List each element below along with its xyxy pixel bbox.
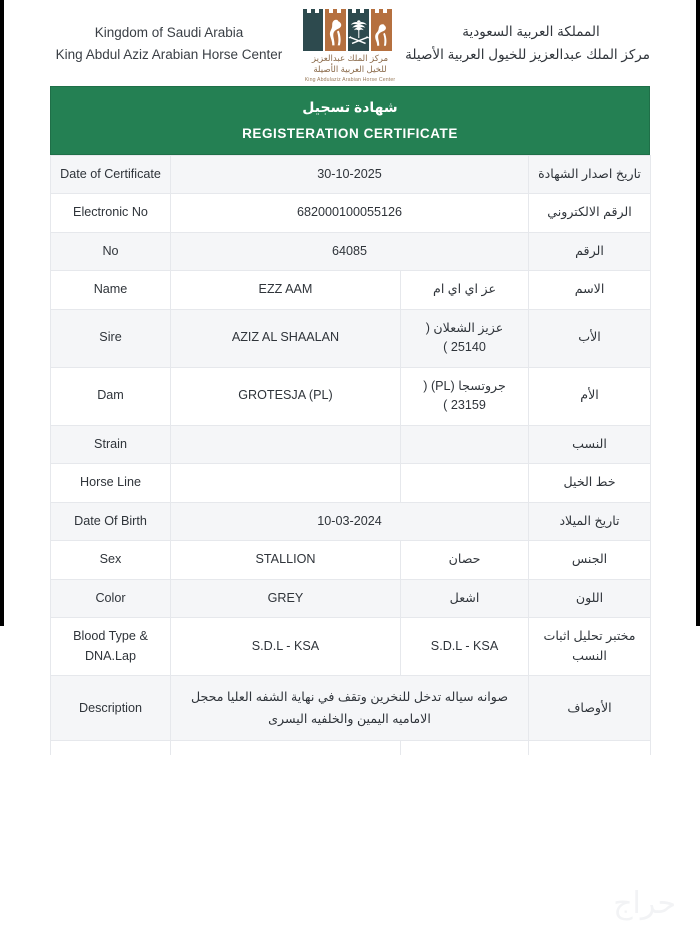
row-value-en: STALLION	[171, 541, 401, 580]
organization-logo	[298, 6, 402, 83]
table-row	[51, 579, 651, 618]
row-value-ar: عز اي اي ام	[401, 271, 529, 310]
row-label-ar: خط الخيل	[529, 464, 651, 503]
row-label-en: Color	[51, 579, 171, 618]
row-value-ar: عزيز الشعلان ( 25140 )	[401, 309, 529, 367]
header-arabic-line-2: مركز الملك عبدالعزيز للخيول العربية الأصيلة	[405, 47, 650, 62]
row-label-ar: مختبر تحليل اثبات النسب	[529, 618, 651, 676]
row-label-ar: الرقم	[529, 232, 651, 271]
row-value-ar	[401, 741, 529, 755]
table-row	[51, 676, 651, 741]
header-arabic-line-1: المملكة العربية السعودية	[462, 24, 600, 40]
row-label-ar: اللون	[529, 579, 651, 618]
row-label-en: Blood Type & DNA.Lap	[51, 618, 171, 676]
row-value-ar	[401, 464, 529, 503]
row-value-en: GREY	[171, 579, 401, 618]
table-row	[51, 464, 651, 503]
table-row	[51, 232, 651, 271]
row-label-en: Date of Certificate	[51, 155, 171, 194]
row-value-ar: حصان	[401, 541, 529, 580]
letterbox-bar-left	[0, 0, 4, 626]
certificate-title-english: REGISTERATION CERTIFICATE	[242, 125, 458, 141]
header-english-line-1: Kingdom of Saudi Arabia	[94, 25, 244, 41]
table-row	[51, 271, 651, 310]
row-label-ar: الأم	[529, 367, 651, 425]
row-label-en: Horse Line	[51, 464, 171, 503]
row-value-en: S.D.L - KSA	[171, 618, 401, 676]
letterbox-bar-right	[696, 0, 700, 626]
row-label-en: Name	[51, 271, 171, 310]
site-watermark: حراج	[613, 886, 676, 921]
row-value-en: EZZ AAM	[171, 271, 401, 310]
table-row	[51, 502, 651, 541]
row-value-en: AZIZ AL SHAALAN	[171, 309, 401, 367]
row-value-ar: جروتسجا (PL) ( 23159 )	[401, 367, 529, 425]
row-label-ar: تاريخ اصدار الشهادة	[529, 155, 651, 194]
logo-english-line: King Abdulaziz Arabian Horse Center	[304, 76, 396, 83]
table-row	[51, 367, 651, 425]
row-value-ar	[401, 425, 529, 464]
row-label-ar: النسب	[529, 425, 651, 464]
row-value-en	[171, 464, 401, 503]
table-row	[51, 618, 651, 676]
logo-arabic-line-2: للخيل العربية الأصيلة	[313, 63, 387, 74]
row-value-ar: S.D.L - KSA	[401, 618, 529, 676]
row-label-en: Electronic No	[51, 194, 171, 233]
row-label-en: Date Of Birth	[51, 502, 171, 541]
row-value: 10-03-2024	[171, 502, 529, 541]
row-value-description: صوانه سياله تدخل للنخرين وتقف في نهاية الشفه العليا محجل الاماميه اليمين والخلفيه اليسرى	[171, 676, 529, 741]
header-english-block	[50, 22, 288, 66]
row-label-ar: الاسم	[529, 271, 651, 310]
row-value: 682000100055126	[171, 194, 529, 233]
table-row	[51, 194, 651, 233]
row-label-ar: الجنس	[529, 541, 651, 580]
row-label-en: Sex	[51, 541, 171, 580]
row-value-en	[171, 741, 401, 755]
header-english-line-2: King Abdul Aziz Arabian Horse Center	[55, 47, 283, 62]
table-row	[51, 155, 651, 194]
logo-arabic-line-1: مركز الملك عبدالعزيز	[311, 52, 389, 63]
document-header	[0, 0, 700, 86]
row-value: 30-10-2025	[171, 155, 529, 194]
table-row	[51, 309, 651, 367]
table-row-truncated	[51, 741, 651, 755]
table-row	[51, 425, 651, 464]
certificate-title-arabic: شهادة تسجيل	[302, 99, 398, 115]
row-label-en: No	[51, 232, 171, 271]
row-label-ar: الرقم الالكتروني	[529, 194, 651, 233]
row-label-en: Description	[51, 676, 171, 741]
certificate-table-body	[51, 155, 651, 755]
row-label-ar: تاريخ الميلاد	[529, 502, 651, 541]
header-arabic-block	[405, 21, 650, 67]
row-label-en: Dam	[51, 367, 171, 425]
row-label-en: Sire	[51, 309, 171, 367]
row-value-en	[171, 425, 401, 464]
row-label-en	[51, 741, 171, 755]
horse-center-emblem-icon	[302, 8, 398, 53]
table-row	[51, 541, 651, 580]
row-label-ar	[529, 741, 651, 755]
row-value: 64085	[171, 232, 529, 271]
row-label-en: Strain	[51, 425, 171, 464]
row-label-ar: الأب	[529, 309, 651, 367]
row-value-ar: اشعل	[401, 579, 529, 618]
certificate-title-band	[50, 86, 650, 155]
row-label-ar: الأوصاف	[529, 676, 651, 741]
row-value-en: GROTESJA (PL)	[171, 367, 401, 425]
certificate-details-table	[50, 155, 651, 755]
